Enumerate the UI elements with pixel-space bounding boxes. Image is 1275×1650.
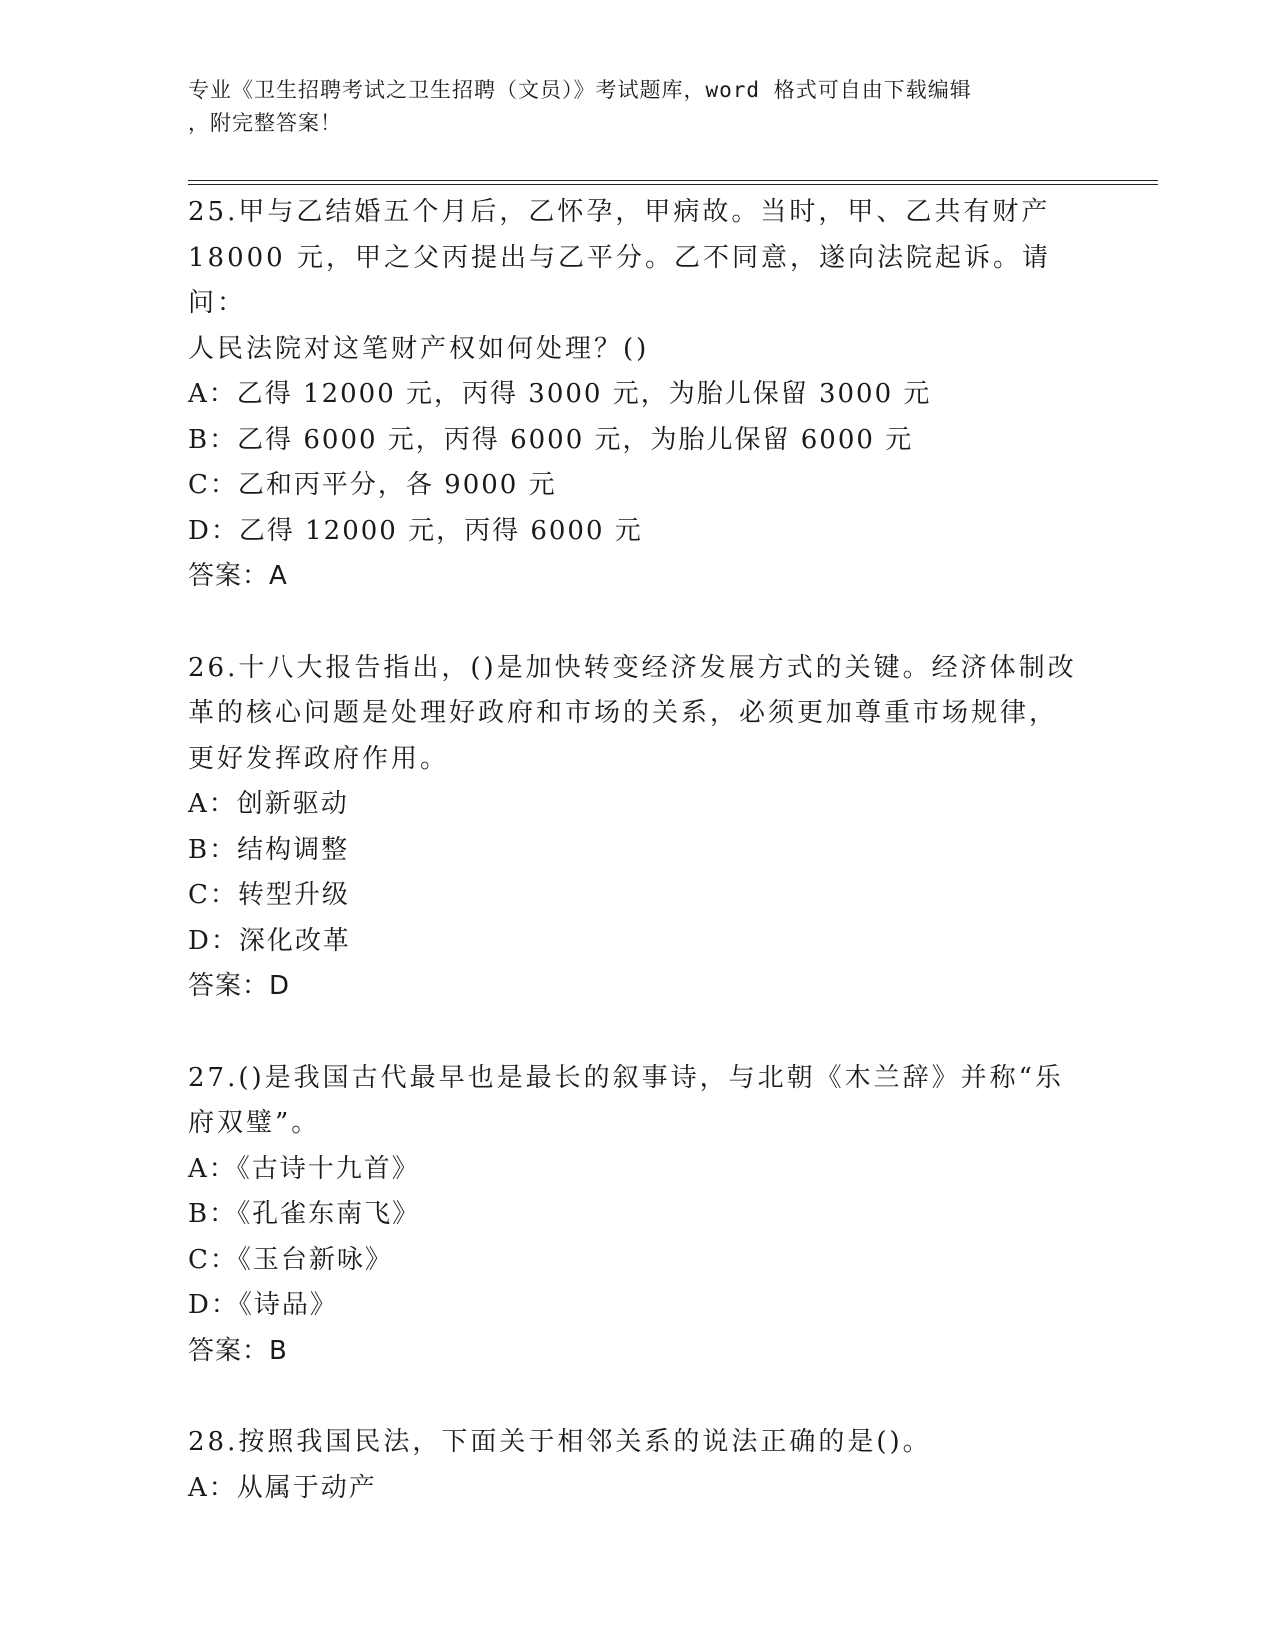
document-header <box>188 74 1078 140</box>
option-d: D：《诗品》 <box>188 1290 338 1320</box>
header-title-line-1: 专业《卫生招聘考试之卫生招聘（文员）》考试题库，word 格式可自由下载编辑 <box>188 78 972 102</box>
option-a: A：乙得 12000 元，丙得 3000 元，为胎儿保留 3000 元 <box>188 379 932 409</box>
question-26 <box>188 646 1088 1010</box>
option-a: A：从属于动产 <box>188 1472 377 1503</box>
question-spacer <box>188 600 1088 646</box>
answer-label: 答案：A <box>188 561 288 591</box>
option-a: A：《古诗十九首》 <box>188 1153 420 1184</box>
option-c: C：转型升级 <box>188 880 350 910</box>
question-stem-line: 人民法院对这笔财产权如何处理？() <box>188 333 650 364</box>
answer-label: 答案：D <box>188 971 291 1001</box>
option-d: D：深化改革 <box>188 925 351 956</box>
question-spacer <box>188 1374 1088 1420</box>
header-title-line-2: ，附完整答案！ <box>188 111 342 135</box>
question-stem-line: 28.按照我国民法，下面关于相邻关系的说法正确的是()。 <box>188 1427 932 1457</box>
question-stem-line: 18000 元，甲之父丙提出与乙平分。乙不同意，遂向法院起诉。请问： <box>188 242 1051 318</box>
question-stem-line: 26.十八大报告指出，()是加快转变经济发展方式的关键。经济体制改 <box>188 652 1077 683</box>
option-b: B：结构调整 <box>188 834 350 865</box>
option-b: B：《孔雀东南飞》 <box>188 1199 421 1229</box>
question-stem-line: 27.()是我国古代最早也是最长的叙事诗，与北朝《木兰辞》并称“乐 <box>188 1062 1064 1093</box>
question-stem-line: 革的核心问题是处理好政府和市场的关系，必须更加尊重市场规律， <box>188 698 1059 728</box>
question-stem-line: 25.甲与乙结婚五个月后，乙怀孕，甲病故。当时，甲、乙共有财产 <box>188 197 1051 227</box>
question-25 <box>188 190 1088 600</box>
question-stem-line: 更好发挥政府作用。 <box>188 743 450 774</box>
option-c: C：乙和丙平分，各 9000 元 <box>188 470 557 500</box>
question-28 <box>188 1420 1088 1511</box>
option-a: A：创新驱动 <box>188 789 349 819</box>
option-d: D：乙得 12000 元，丙得 6000 元 <box>188 515 643 546</box>
question-spacer <box>188 1010 1088 1056</box>
question-stem-line: 府双璧”。 <box>188 1108 321 1138</box>
question-27 <box>188 1056 1088 1375</box>
header-divider-top <box>188 180 1158 181</box>
answer-label: 答案：B <box>188 1335 288 1366</box>
option-b: B：乙得 6000 元，丙得 6000 元，为胎儿保留 6000 元 <box>188 424 914 455</box>
question-list <box>188 190 1088 1511</box>
option-c: C：《玉台新咏》 <box>188 1244 393 1275</box>
header-divider-bottom <box>188 184 1158 185</box>
